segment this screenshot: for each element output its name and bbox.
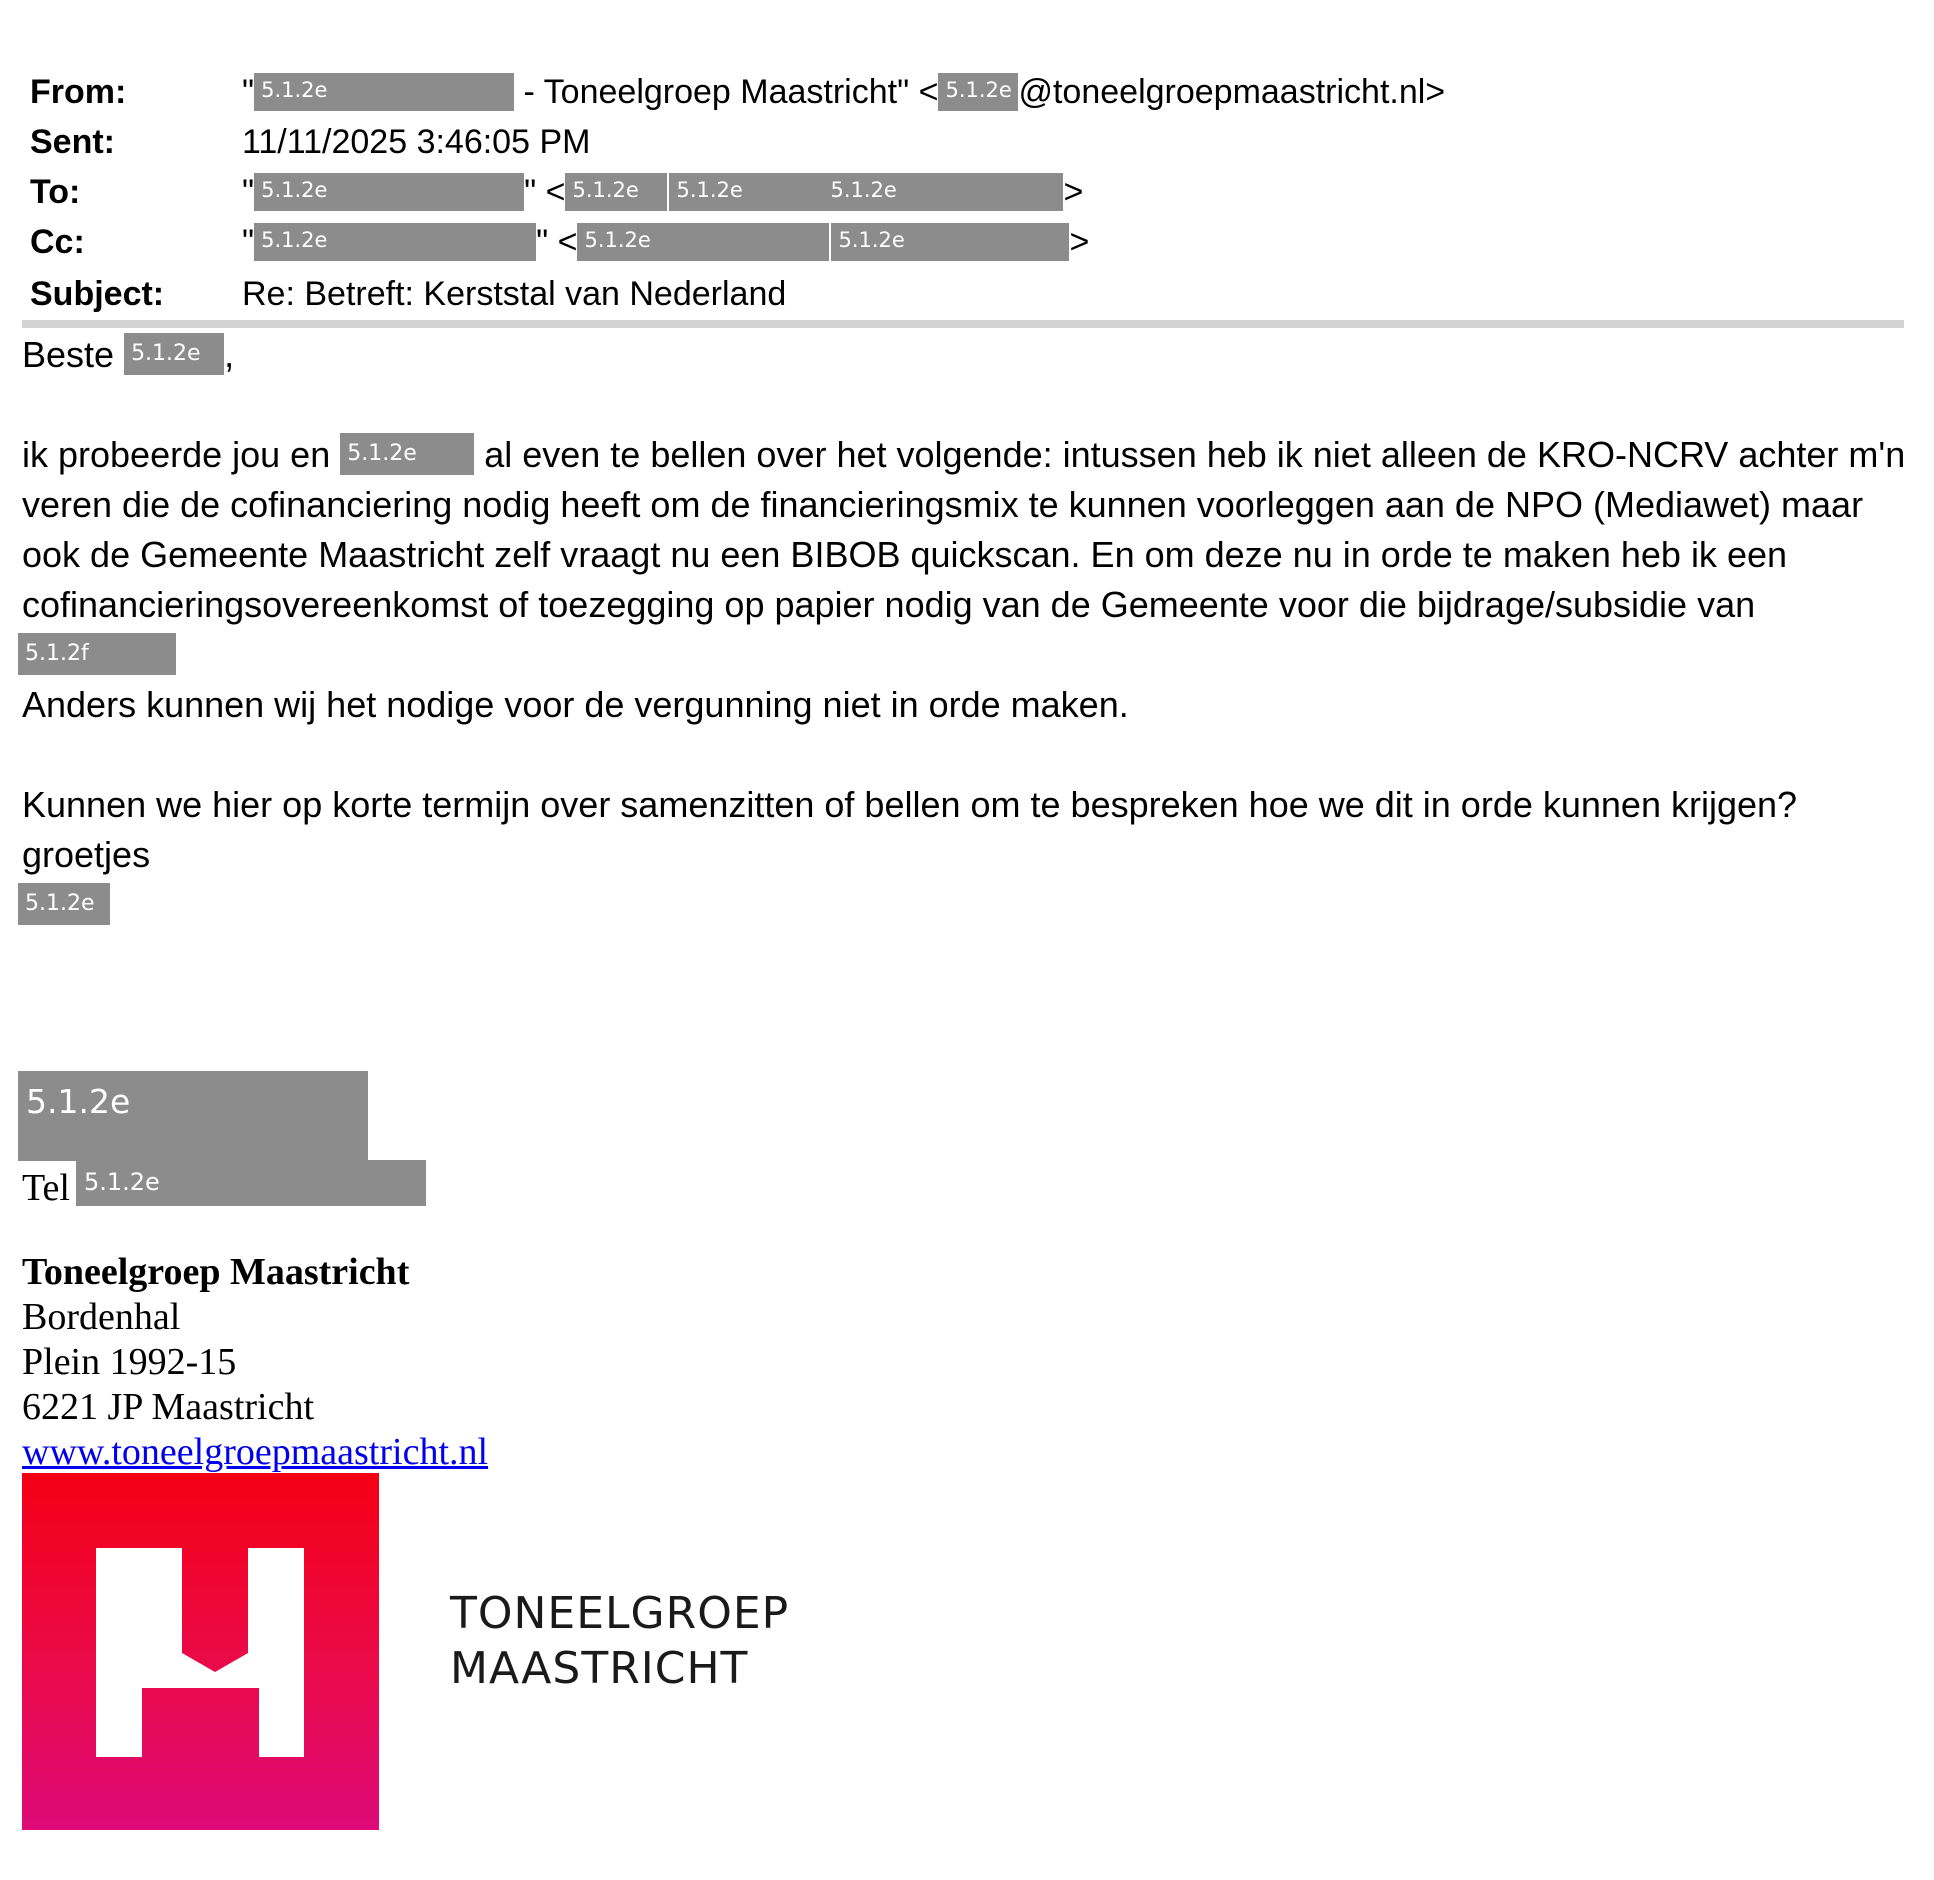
address-line-1: Bordenhal — [22, 1296, 181, 1338]
sent-value: 11/11/2025 3:46:05 PM — [242, 123, 591, 161]
redaction-box: 5.1.2e — [938, 73, 1018, 111]
closing: groetjes — [22, 834, 151, 875]
to-separator-text: " < — [524, 173, 566, 211]
from-email-domain: @toneelgroepmaastricht.nl> — [1018, 73, 1446, 111]
amount-line — [18, 630, 1912, 680]
paragraph-1 — [22, 430, 1912, 630]
toneelgroep-logo-icon — [22, 1473, 379, 1830]
paragraph-1-rest: al even te bellen over het volgende: intussen heb ik niet alleen de KRO-NCRV achter m'n veren die de cofinanciering nodig heeft om de financieringsmix te kunnen voorleggen aan de NPO (Mediawet) maar ook de Gemeente Maastricht zelf vraagt nu een BIBOB quickscan. En om deze nu in orde te maken heb ik een cofinancieringsovereenkomst of toezegging op papier nodig van de Gemeente voor die bijdrage/subsidie van — [22, 434, 1906, 625]
redaction-box: 5.1.2e — [254, 223, 536, 261]
redaction-box: 5.1.2e — [340, 433, 474, 475]
redaction-box: 5.1.2e — [124, 333, 224, 375]
cc-close-text: > — [1069, 223, 1090, 261]
website-link[interactable]: www.toneelgroepmaastricht.nl — [22, 1431, 489, 1473]
tel-label: Tel — [22, 1167, 70, 1209]
subject-value: Re: Betreft: Kerststal van Nederland — [242, 275, 787, 313]
from-label: From: — [30, 73, 127, 111]
to-quote: " — [242, 173, 255, 211]
address-line-2: Plein 1992-15 — [22, 1341, 237, 1383]
redaction-box: 5.1.2e — [577, 223, 829, 261]
subject-label: Subject: — [30, 275, 165, 313]
organization-name: Toneelgroep Maastricht — [22, 1251, 410, 1293]
redaction-box: 5.1.2e — [76, 1160, 426, 1206]
signature-name-redaction: 5.1.2e — [18, 1071, 368, 1161]
redaction-box: 5.1.2e — [829, 223, 1069, 261]
redaction-box: 5.1.2e — [254, 73, 514, 111]
from-row — [30, 70, 1910, 114]
cc-row — [30, 220, 1910, 264]
from-sender-text: - Toneelgroep Maastricht" < — [514, 73, 939, 111]
subject-row — [30, 272, 1910, 316]
cc-label: Cc: — [30, 223, 85, 261]
to-row — [30, 170, 1910, 214]
organization-block — [22, 1250, 488, 1475]
closing-name-line — [18, 880, 1912, 930]
greeting — [22, 330, 1912, 380]
greeting-text: Beste — [22, 334, 125, 375]
signature-phone — [22, 1160, 426, 1212]
redaction-box: 5.1.2e — [565, 173, 667, 211]
redaction-box: 5.1.2f — [18, 633, 176, 675]
email-body — [22, 330, 1912, 930]
logo-wordmark — [450, 1586, 789, 1696]
sent-row — [30, 120, 1910, 164]
cc-quote: " — [242, 223, 255, 261]
paragraph-2: Anders kunnen wij het nodige voor de vergunning niet in orde maken. — [22, 684, 1129, 725]
logo-text-line-1: TONEELGROEP — [450, 1588, 790, 1639]
greeting-comma: , — [224, 334, 235, 375]
cc-separator-text: " < — [536, 223, 578, 261]
redaction-box: 5.1.2e — [823, 173, 1063, 211]
paragraph-1-start: ik probeerde jou en — [22, 434, 341, 475]
logo-mark-icon — [22, 1473, 379, 1830]
to-label: To: — [30, 173, 81, 211]
to-value — [242, 170, 1083, 214]
address-line-3: 6221 JP Maastricht — [22, 1386, 315, 1428]
to-close-text: > — [1063, 173, 1084, 211]
from-value — [242, 70, 1445, 114]
cc-value — [242, 220, 1089, 264]
from-quote: " — [242, 73, 255, 111]
paragraph-3: Kunnen we hier op korte termijn over samenzitten of bellen om te bespreken hoe we dit in orde kunnen krijgen? — [22, 784, 1798, 825]
redaction-box: 5.1.2e — [254, 173, 524, 211]
header-separator — [22, 320, 1904, 328]
redaction-box: 5.1.2e — [667, 173, 823, 211]
sent-label: Sent: — [30, 123, 115, 161]
logo-text-line-2: MAASTRICHT — [450, 1643, 749, 1694]
redaction-box: 5.1.2e — [18, 883, 110, 925]
